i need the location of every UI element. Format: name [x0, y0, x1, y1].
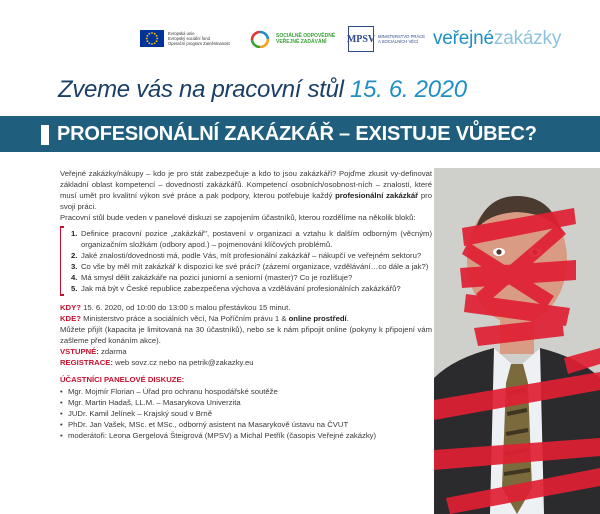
question-number: 1.: [71, 229, 78, 238]
headline-prefix: Zveme vás na pracovní stůl: [58, 76, 351, 103]
where-line: [60, 313, 432, 324]
entry-label: VSTUPNÉ:: [60, 347, 99, 356]
format-paragraph: Pracovní stůl bude veden v panelové diskuzi se zapojením účastníků, kterou rozdělíme na několik bloků:: [60, 213, 416, 222]
invitation-headline: [58, 76, 467, 104]
intro-paragraph: [60, 168, 432, 212]
list-item: [71, 272, 432, 283]
panelist-name: Mgr. Martin Hadaš, LL.M. – Masarykova Univerzita: [68, 398, 241, 407]
verejne-zakazky-logo: [433, 28, 561, 50]
intro-bold: profesionální zakázkář: [335, 191, 419, 200]
panel-list: [60, 386, 432, 441]
list-item: [71, 261, 432, 272]
eu-logo-text: Evropská unie Evropský sociální fond Operační program Zaměstnanost: [168, 31, 230, 46]
mpsv-logo-text: MINISTERSTVO PRÁCE A SOCIÁLNÍCH VĚCÍ: [378, 34, 425, 44]
banner-title: PROFESIONÁLNÍ ZAKÁZKÁŘ – EXISTUJE VŮBEC?: [57, 123, 537, 145]
title-banner: [0, 116, 600, 152]
registration-link[interactable]: web sovz.cz nebo na petrik@zakazky.eu: [112, 358, 254, 367]
headline-date: 15. 6. 2020: [350, 76, 467, 103]
intro-text: Veřejné zakázky/nákupy – kdo je pro stát zabezpečuje a kdo to jsou zakázkáři? Pojďme zkusit vy-definovat základní oblast kompetencí – dovedností zakázkářů. Kompetencí osobních/osobnost-ních – znalostí, které musí umět pro kvalitní výkon své práce a pak podpory, kterou potřebuje každý: [60, 169, 432, 200]
mpsv-mark: MPSV: [348, 26, 374, 52]
question-text: Jaké znalosti/dovednosti má, podle Vás, mít profesionální zakázkář – nákupčí ve veřejném sektoru?: [81, 251, 422, 260]
question-text: Jak má být v České republice zabezpečena výchova a vzdělávání profesionálních zakázkářů?: [81, 284, 401, 293]
man-wrapped-in-red-tape-photo: [434, 168, 600, 514]
list-item: [60, 397, 432, 408]
question-text: Definice pracovní pozice „zakázkář", postavení v organizaci a vztahu k dalším odborným (věcným) organizačním složkám (odbory apod.) – pojmenování klíčových problémů.: [81, 229, 432, 249]
bullet-icon: •: [60, 431, 63, 440]
where-value: Ministerstvo práce a sociálních věcí, Na Poříčním právu 1 &: [80, 314, 289, 323]
question-number: 2.: [71, 251, 78, 260]
entry-line: [60, 346, 432, 357]
when-label: KDY?: [60, 303, 81, 312]
bullet-icon: •: [60, 398, 63, 407]
bullet-icon: •: [60, 409, 63, 418]
entry-value: zdarma: [98, 347, 127, 356]
eu-esf-logo: [140, 30, 236, 47]
question-number: 4.: [71, 273, 78, 282]
when-value: 15. 6. 2020, od 10:00 do 13:00 s malou přestávkou 15 minut.: [80, 303, 291, 312]
vz-logo-part1: veřejné: [433, 28, 494, 49]
where-label: KDE?: [60, 314, 81, 323]
panelist-name: Mgr. Mojmír Florian – Úřad pro ochranu hospodářské soutěže: [68, 387, 278, 396]
registration-line: [60, 357, 432, 368]
capacity-paragraph: Můžete přijít (kapacita je limitovaná na 30 účastníků), nebo se k nám připojit online (pokyny k připojení vám zašleme před konáním akce).: [60, 325, 432, 345]
question-number: 5.: [71, 284, 78, 293]
panel-heading: ÚČASTNÍCI PANELOVÉ DISKUZE:: [60, 375, 185, 384]
sovz-logo-text: SOCIÁLNĚ ODPOVĚDNÉ VEŘEJNÉ ZADÁVÁNÍ: [276, 33, 336, 45]
list-item: [60, 419, 432, 430]
panelist-name: moderátoři: Leona Gergelová Šteigrová (MPSV) a Michal Petřík (časopis Veřejné zakázky): [68, 431, 377, 440]
registration-label: REGISTRACE:: [60, 358, 113, 367]
panelist-name: PhDr. Jan Vašek, MSc. et MSc., odborný asistent na Masarykově ústavu na ČVUT: [68, 420, 349, 429]
bullet-icon: •: [60, 387, 63, 396]
where-online: online prostředí: [288, 314, 347, 323]
list-item: [71, 250, 432, 261]
banner-marker: [41, 125, 49, 145]
intro-end: pro svoji práci.: [60, 191, 432, 211]
question-text: Co vše by měl mít zakázkář k dispozici ke své práci? (zázemí organizace, vzdělávání…co dále a jak?): [81, 262, 429, 271]
when-line: [60, 302, 432, 313]
list-item: [60, 408, 432, 419]
vz-logo-part2: zakázky: [493, 28, 562, 49]
bullet-icon: •: [60, 420, 63, 429]
mpsv-logo: [348, 26, 442, 52]
eu-flag-icon: [140, 30, 164, 47]
logo-strip: [0, 0, 600, 68]
list-item: [60, 386, 432, 397]
photo-illustration: [434, 168, 600, 514]
where-end: .: [346, 314, 349, 323]
list-item: [71, 228, 432, 250]
question-list: [60, 226, 432, 296]
panelist-name: JUDr. Kamil Jelínek – Krajský soud v Brně: [68, 409, 212, 418]
list-item: [71, 283, 432, 294]
question-text: Má smysl dělit zakázkáře na pozici juniorní a seniorní (master)? Co je rozlišuje?: [81, 273, 353, 282]
question-number: 3.: [71, 262, 78, 271]
sovz-logo: [248, 30, 360, 48]
list-item: [60, 430, 432, 441]
invitation-body: [60, 168, 432, 441]
sovz-mark-icon: [248, 30, 272, 48]
